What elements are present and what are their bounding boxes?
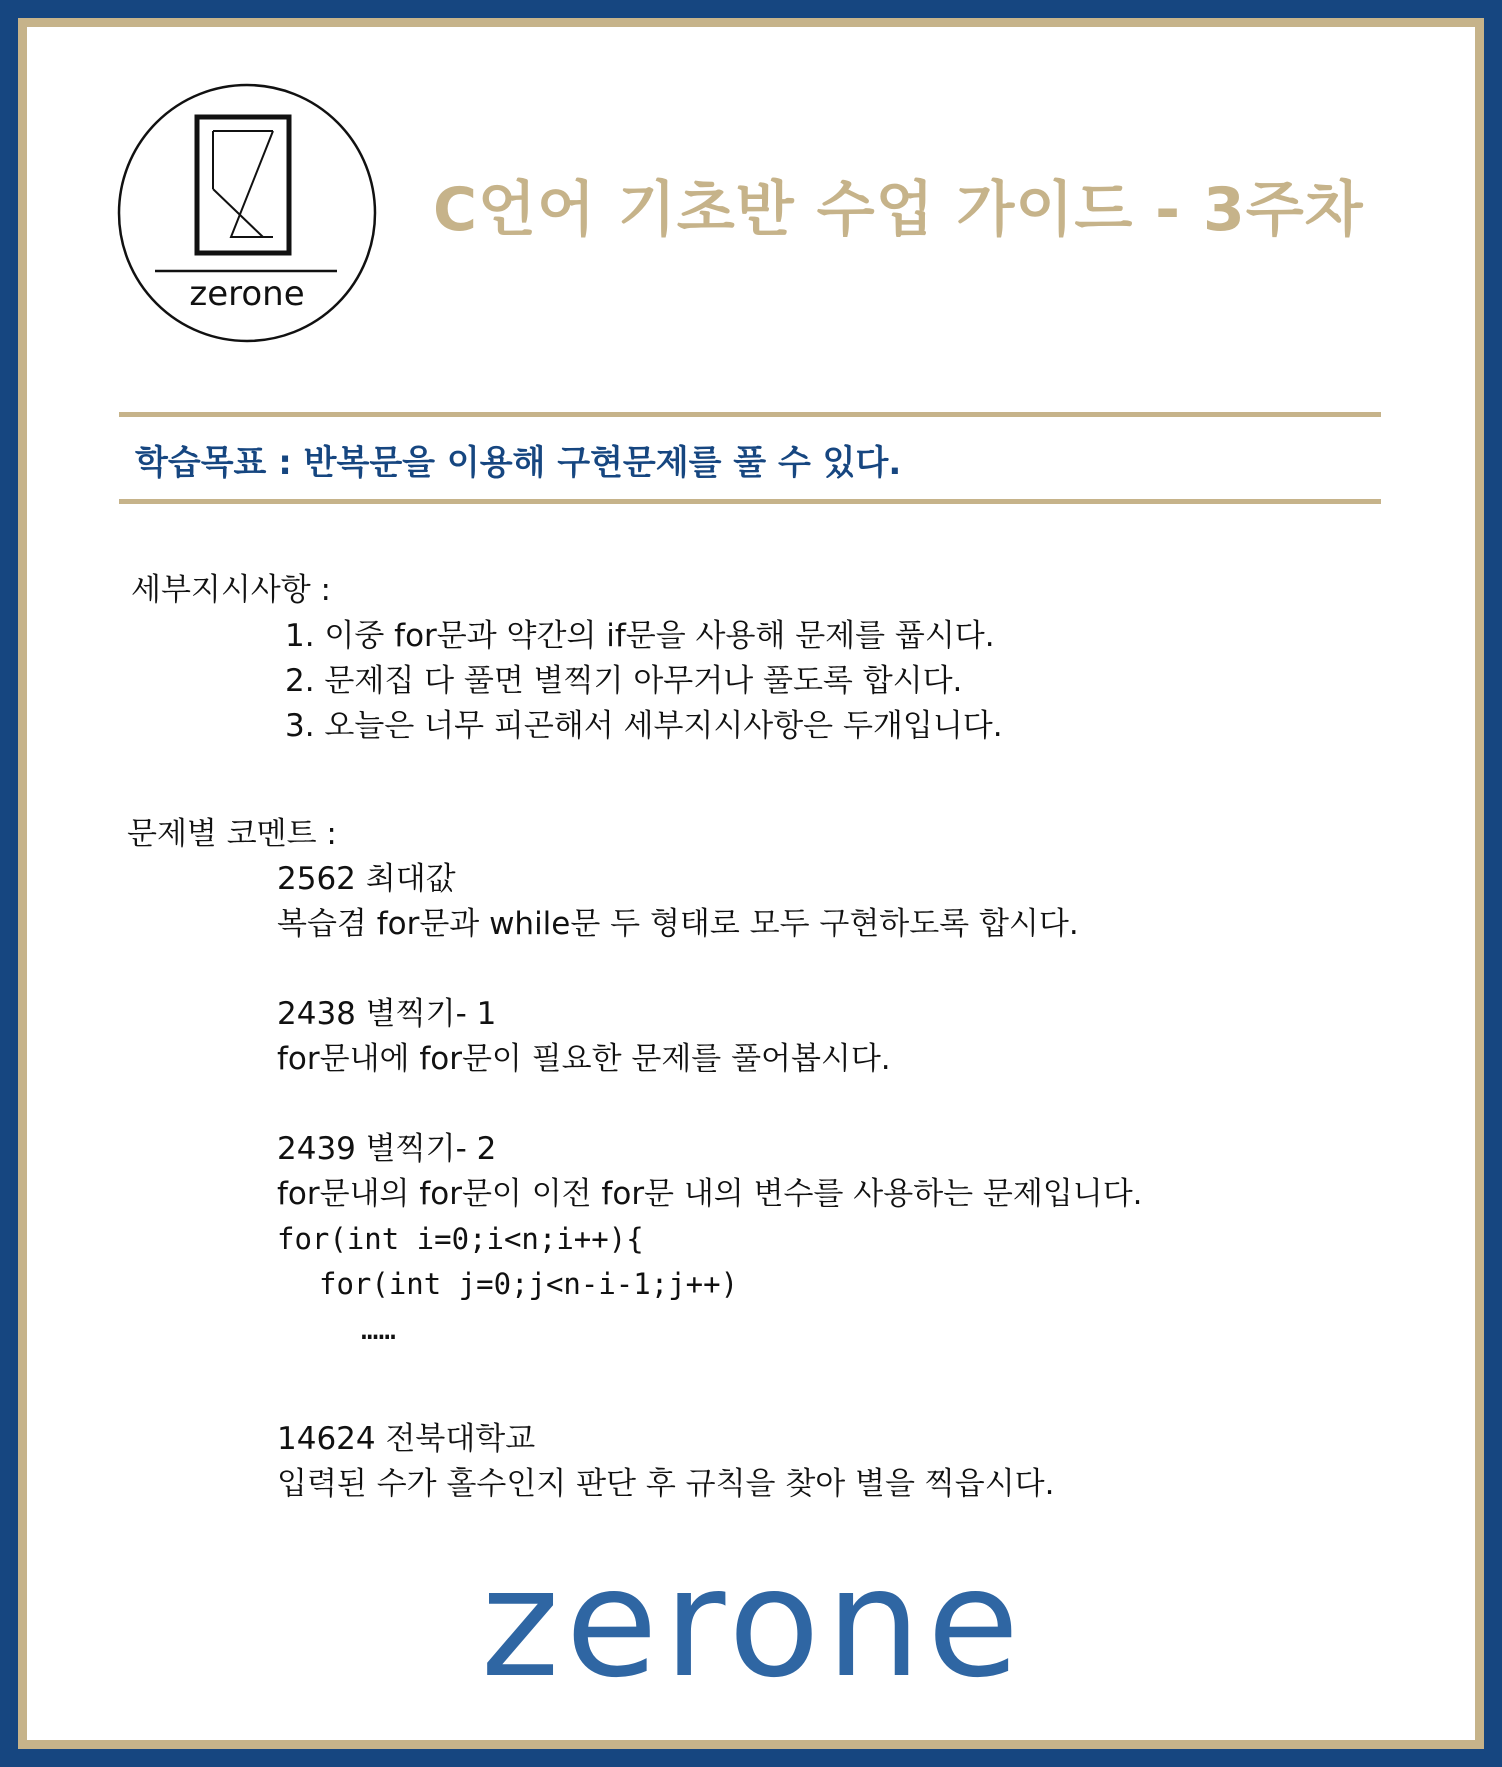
objective-top-rule	[119, 412, 1381, 417]
problem-title: 14624 전북대학교	[277, 1421, 536, 1457]
problem-comment	[277, 1127, 1143, 1352]
details-list	[285, 614, 1003, 749]
problem-note: 입력된 수가 홀수인지 판단 후 규칙을 찾아 별을 찍읍시다.	[277, 1466, 1055, 1502]
problem-note: for문내에 for문이 필요한 문제를 풀어봅시다.	[277, 1041, 891, 1077]
footer-wordmark: zerone	[480, 1557, 1026, 1707]
logo-wordmark: zerone	[189, 274, 305, 314]
list-item: 3. 오늘은 너무 피곤해서 세부지시사항은 두개입니다.	[285, 708, 1003, 744]
code-line: for(int i=0;i<n;i++){	[277, 1222, 644, 1256]
details-heading: 세부지시사항 :	[131, 572, 331, 608]
problem-note: for문내의 for문이 이전 for문 내의 변수를 사용하는 문제입니다.	[277, 1176, 1143, 1212]
problem-comment	[277, 992, 891, 1082]
problem-comment	[277, 1417, 1054, 1507]
problem-title: 2562 최대값	[277, 861, 456, 897]
objective-bottom-rule	[119, 499, 1381, 504]
problem-comment	[277, 857, 1079, 947]
list-item: 2. 문제집 다 풀면 별찍기 아무거나 풀도록 합시다.	[285, 663, 963, 699]
document-page	[27, 27, 1475, 1740]
learning-objective: 학습목표 : 반복문을 이용해 구현문제를 풀 수 있다.	[135, 443, 902, 483]
zerone-footer-logo	[473, 1557, 1033, 1707]
problem-title: 2439 별찍기- 2	[277, 1131, 497, 1167]
page-title: C언어 기초반 수업 가이드 - 3주차	[433, 175, 1364, 245]
problem-title: 2438 별찍기- 1	[277, 996, 497, 1032]
zerone-emblem-logo	[113, 79, 381, 347]
list-item: 1. 이중 for문과 약간의 if문을 사용해 문제를 풉시다.	[285, 618, 995, 654]
code-line: for(int j=0;j<n-i-1;j++)	[319, 1267, 739, 1301]
code-line: ……	[361, 1312, 396, 1346]
comments-heading: 문제별 코멘트 :	[127, 816, 337, 852]
problem-note: 복습겸 for문과 while문 두 형태로 모두 구현하도록 합시다.	[277, 906, 1079, 942]
